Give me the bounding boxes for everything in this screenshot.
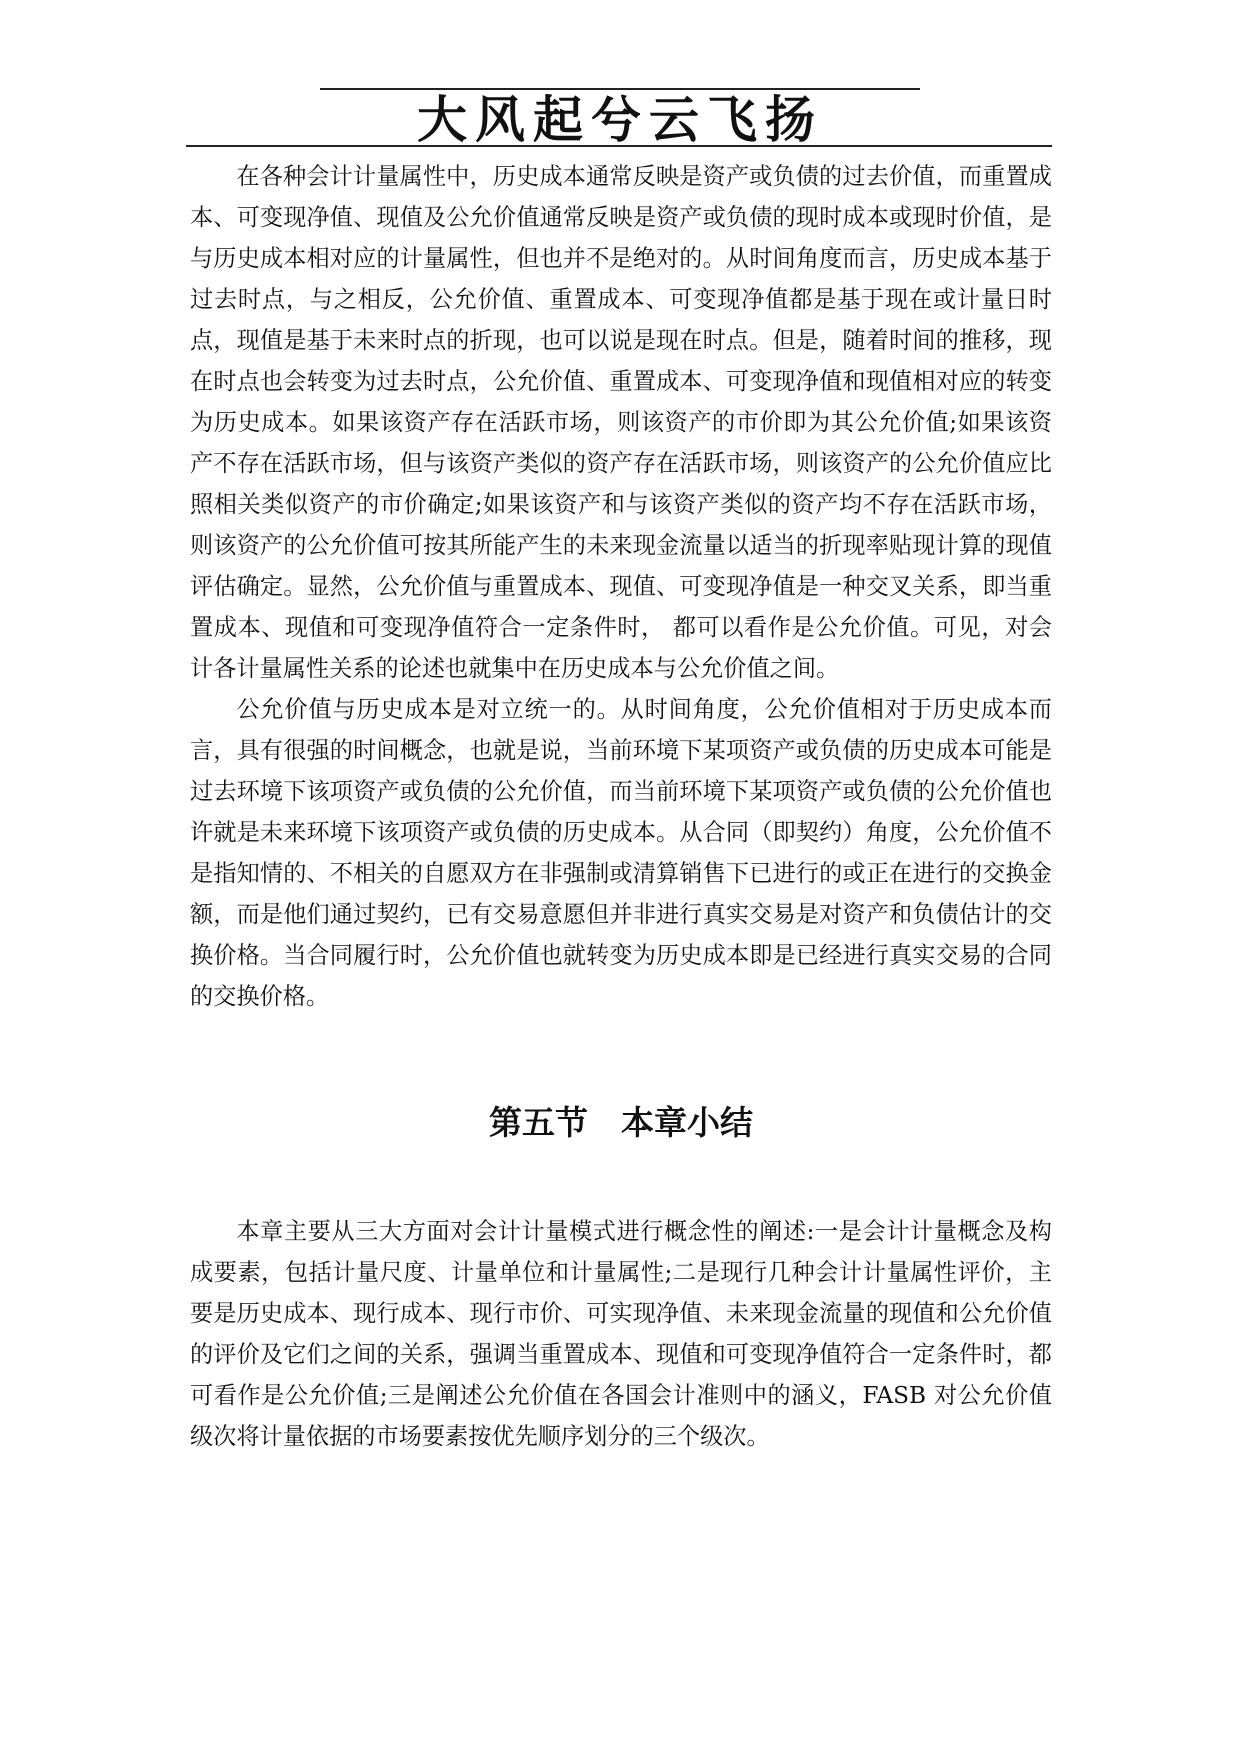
header-bottom-rule xyxy=(186,145,1052,147)
header-banner-calligraphy: 大风起兮云飞扬 xyxy=(417,90,823,149)
paragraph-chapter-summary: 本章主要从三大方面对会计计量模式进行概念性的阐述:一是会计计量概念及构成要素，包括计量尺度、计量单位和计量属性;二是现行几种会计计量属性评价，主要是历史成本、现行成本、现行市价、可实现净值、未来现金流量的现值和公允价值的评价及它们之间的关系，强调当重置成本、现值和可变现净值符合一定条件时，都可看作是公允价值;三是阐述公允价值在各国会计准则中的涵义，FASB 对公允价值级次将计量依据的市场要素按优先顺序划分的三个级次。 xyxy=(190,1218,1052,1450)
paragraph-fair-value-vs-historical-cost: 公允价值与历史成本是对立统一的。从时间角度，公允价值相对于历史成本而言，具有很强的时间概念，也就是说，当前环境下某项资产或负债的历史成本可能是过去环境下该项资产或负债的公允价值，而当前环境下某项资产或负债的公允价值也许就是未来环境下该项资产或负债的历史成本。从合同（即契约）角度，公允价值不是指知情的、不相关的自愿双方在非强制或清算销售下已进行的或正在进行的交换金额，而是他们通过契约，已有交易意愿但并非进行真实交易是对资产和负债估计的交换价格。当合同履行时，公允价值也就转变为历史成本即是已经进行真实交易的合同的交换价格。 xyxy=(190,696,1052,1010)
paragraph-measurement-attributes: 在各种会计计量属性中，历史成本通常反映是资产或负债的过去价值，而重置成本、可变现净值、现值及公允价值通常反映是资产或负债的现时成本或现时价值，是与历史成本相对应的计量属性，但也并不是绝对的。从时间角度而言，历史成本基于过去时点，与之相反，公允价值、重置成本、可变现净值都是基于现在或计量日时点，现值是基于未来时点的折现，也可以说是现在时点。但是，随着时间的推移，现在时点也会转变为过去时点，公允价值、重置成本、可变现净值和现值相对应的转变为历史成本。如果该资产存在活跃市场，则该资产的市价即为其公允价值;如果该资产不存在活跃市场，但与该资产类似的资产存在活跃市场，则该资产的公允价值应比照相关类似资产的市价确定;如果该资产和与该资产类似的资产均不存在活跃市场，则该资产的公允价值可按其所能产生的未来现金流量以适当的折现率贴现计算的现值评估确定。显然，公允价值与重置成本、现值、可变现净值是一种交叉关系，即当重置成本、现值和可变现净值符合一定条件时， 都可以看作是公允价值。可见，对会计各计量属性关系的论述也就集中在历史成本与公允价值之间。 xyxy=(190,163,1052,682)
document-body xyxy=(190,156,1052,1457)
section-heading: 第五节 本章小结 xyxy=(489,1103,753,1142)
